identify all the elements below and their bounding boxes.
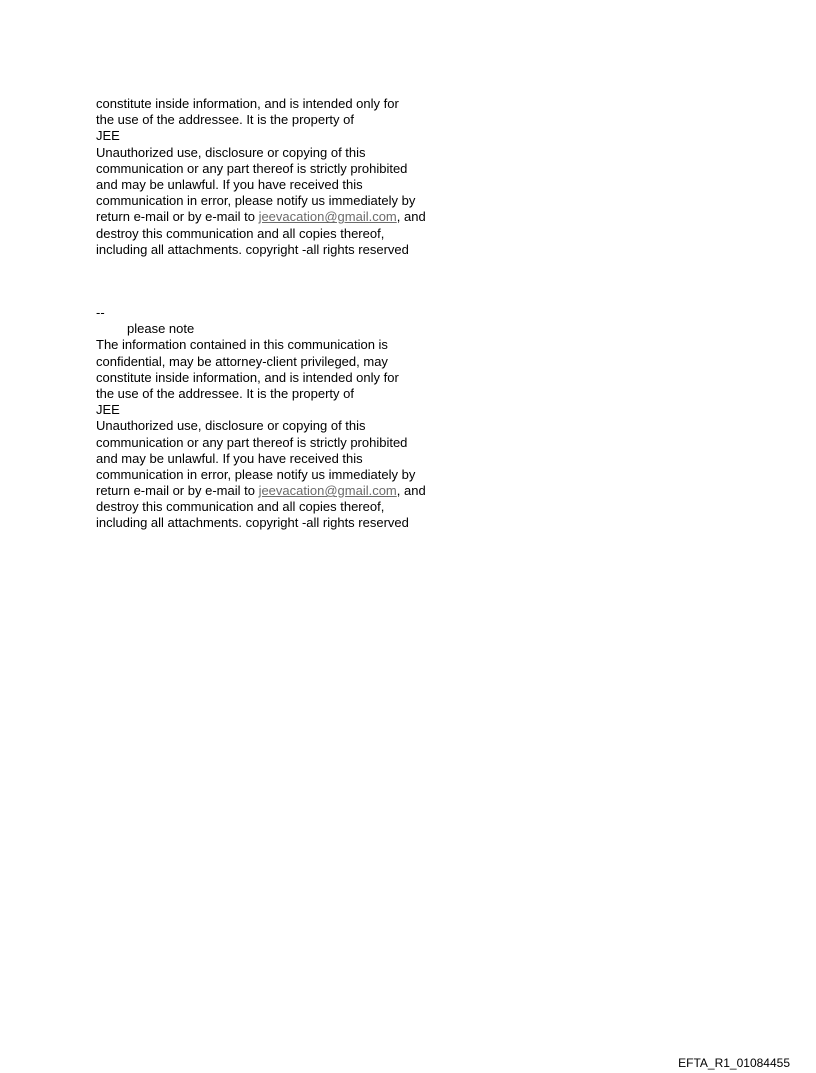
email-prefix: return e-mail or by e-mail to — [96, 483, 259, 499]
text-line: destroy this communication and all copies thereof, — [96, 499, 385, 515]
text-line: including all attachments. copyright -all rights reserved — [96, 241, 409, 257]
disclaimer-block-1 — [96, 96, 556, 258]
text-line: the use of the addressee. It is the property of — [96, 385, 354, 401]
email-line — [96, 483, 556, 499]
email-prefix: return e-mail or by e-mail to — [96, 209, 259, 225]
text-line: confidential, may be attorney-client privileged, may — [96, 353, 388, 369]
text-line: and may be unlawful. If you have received this — [96, 176, 363, 192]
document-id: EFTA_R1_01084455 — [678, 1056, 790, 1070]
text-line: Unauthorized use, disclosure or copying of this — [96, 418, 366, 434]
email-link[interactable]: jeevacation@gmail.com — [258, 209, 397, 225]
text-line: The information contained in this communication is — [96, 337, 388, 353]
text-line: the use of the addressee. It is the property of — [96, 112, 354, 128]
text-line: communication or any part thereof is strictly prohibited — [96, 160, 408, 176]
disclaimer-block-2 — [96, 305, 556, 532]
text-line: constitute inside information, and is intended only for — [96, 96, 399, 111]
email-suffix: , and — [396, 483, 426, 499]
email-suffix: , and — [396, 209, 426, 225]
note-heading: please note — [127, 321, 195, 337]
text-line: constitute inside information, and is intended only for — [96, 369, 399, 385]
text-line: and may be unlawful. If you have received this — [96, 450, 363, 466]
email-link[interactable]: jeevacation@gmail.com — [258, 483, 397, 499]
text-line: Unauthorized use, disclosure or copying of this — [96, 144, 366, 160]
text-line: communication in error, please notify us immediately by — [96, 466, 416, 482]
text-line: JEE — [96, 402, 120, 418]
text-line: JEE — [96, 128, 120, 144]
separator: -- — [96, 305, 105, 320]
text-line: destroy this communication and all copies thereof, — [96, 225, 385, 241]
text-line: including all attachments. copyright -all rights reserved — [96, 515, 409, 531]
email-line — [96, 209, 556, 225]
text-line: communication or any part thereof is strictly prohibited — [96, 434, 408, 450]
text-line: communication in error, please notify us immediately by — [96, 193, 416, 209]
